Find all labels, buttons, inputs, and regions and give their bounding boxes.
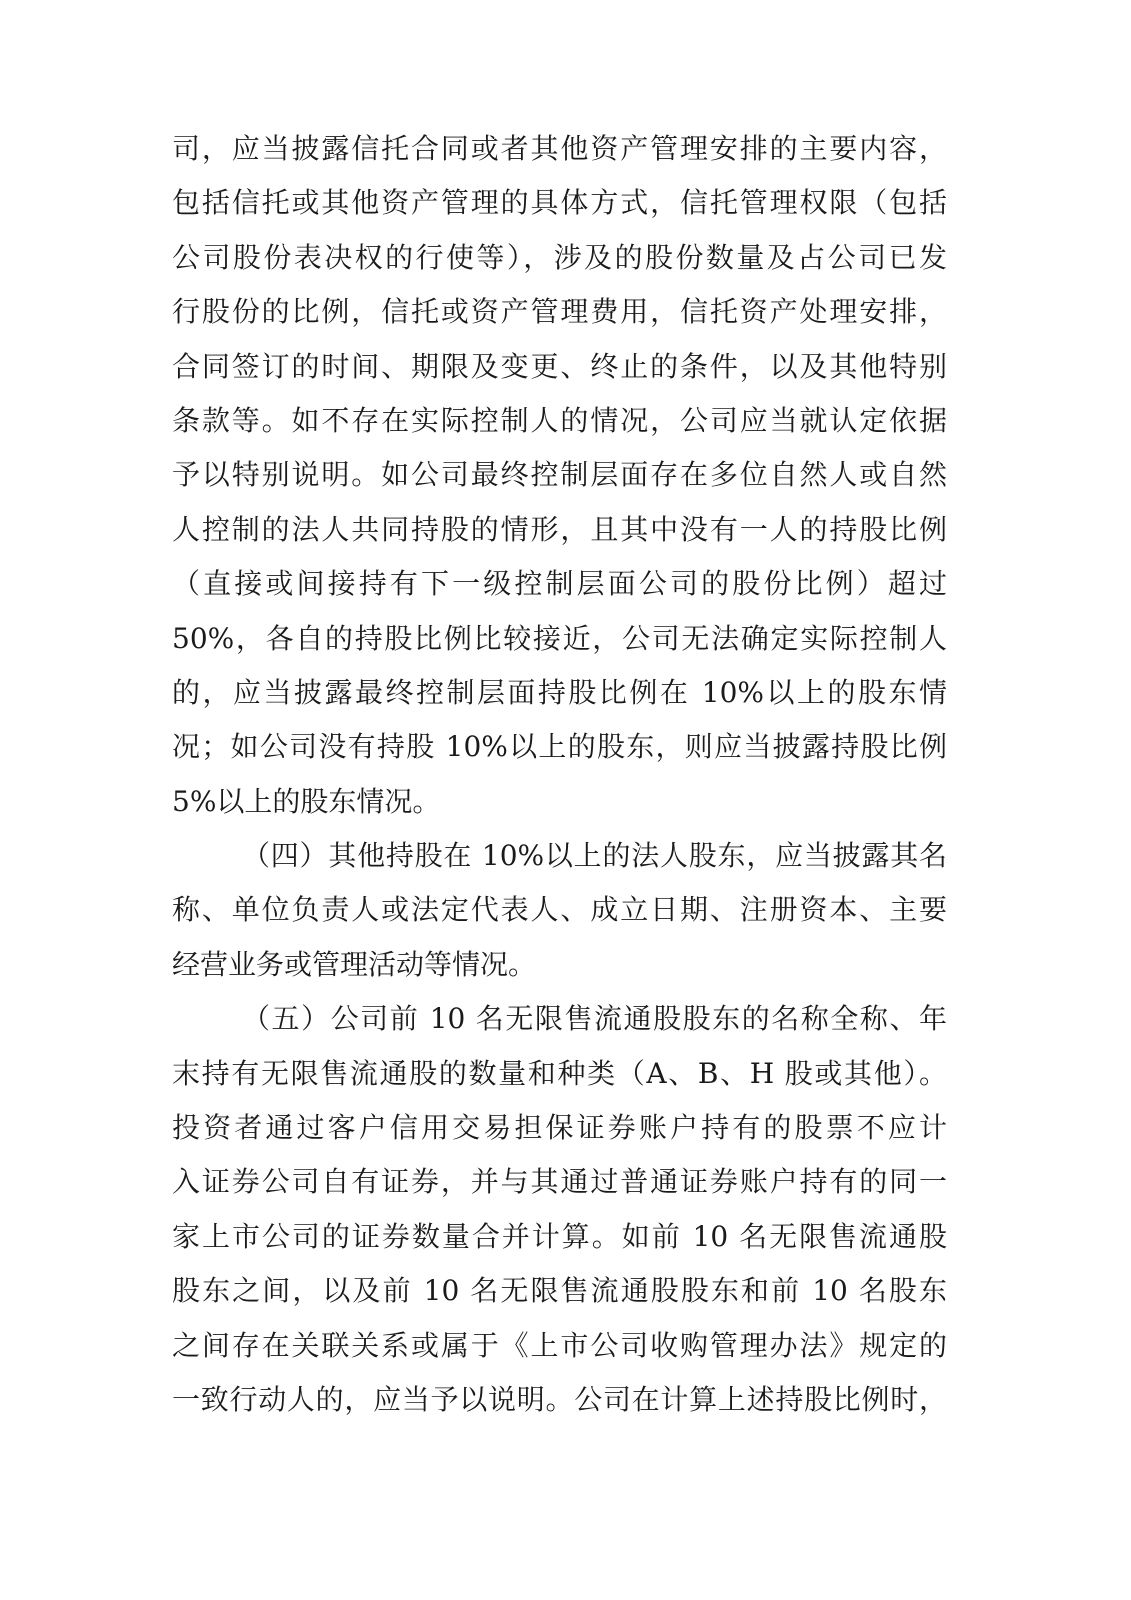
text-line: 况；如公司没有持股 10%以上的股东，则应当披露持股比例 [172, 730, 947, 764]
text-line: 称、单位负责人或法定代表人、成立日期、注册资本、主要 [172, 893, 947, 927]
text-line: 包括信托或其他资产管理的具体方式，信托管理权限（包括 [172, 186, 947, 220]
text-line: 条款等。如不存在实际控制人的情况，公司应当就认定依据 [172, 403, 947, 437]
text-line: 之间存在关联关系或属于《上市公司收购管理办法》规定的 [172, 1328, 947, 1362]
text-line: 的，应当披露最终控制层面持股比例在 10%以上的股东情 [172, 675, 947, 709]
text-line: （四）其他持股在 10%以上的法人股东，应当披露其名 [242, 839, 947, 873]
text-line: （直接或间接持有下一级控制层面公司的股份比例）超过 [172, 567, 947, 601]
text-line: 予以特别说明。如公司最终控制层面存在多位自然人或自然 [172, 458, 947, 492]
text-line: 一致行动人的，应当予以说明。公司在计算上述持股比例时， [172, 1382, 947, 1416]
text-line: 投资者通过客户信用交易担保证券账户持有的股票不应计 [172, 1111, 947, 1145]
document-body [172, 122, 947, 1427]
text-line: 入证券公司自有证券，并与其通过普通证券账户持有的同一 [172, 1165, 947, 1199]
text-line: 人控制的法人共同持股的情形，且其中没有一人的持股比例 [172, 512, 947, 546]
text-line: 5%以上的股东情况。 [172, 784, 441, 818]
text-line: 司，应当披露信托合同或者其他资产管理安排的主要内容， [172, 132, 947, 165]
text-line: 50%，各自的持股比例比较接近，公司无法确定实际控制人 [172, 621, 947, 655]
paragraph-item-5 [172, 992, 947, 1427]
text-line: 家上市公司的证券数量合并计算。如前 10 名无限售流通股 [172, 1219, 947, 1253]
text-line: 经营业务或管理活动等情况。 [172, 947, 537, 981]
paragraph-item-4 [172, 829, 947, 992]
paragraph-continuation [172, 122, 947, 829]
text-line: 公司股份表决权的行使等），涉及的股份数量及占公司已发 [172, 240, 947, 274]
text-line: 股东之间，以及前 10 名无限售流通股股东和前 10 名股东 [172, 1274, 947, 1308]
text-line: 末持有无限售流通股的数量和种类（A、B、H 股或其他）。 [172, 1056, 947, 1090]
text-line: 合同签订的时间、期限及变更、终止的条件，以及其他特别 [172, 349, 947, 383]
text-line: 行股份的比例，信托或资产管理费用，信托资产处理安排， [172, 295, 947, 329]
text-line: （五）公司前 10 名无限售流通股股东的名称全称、年 [242, 1002, 947, 1036]
